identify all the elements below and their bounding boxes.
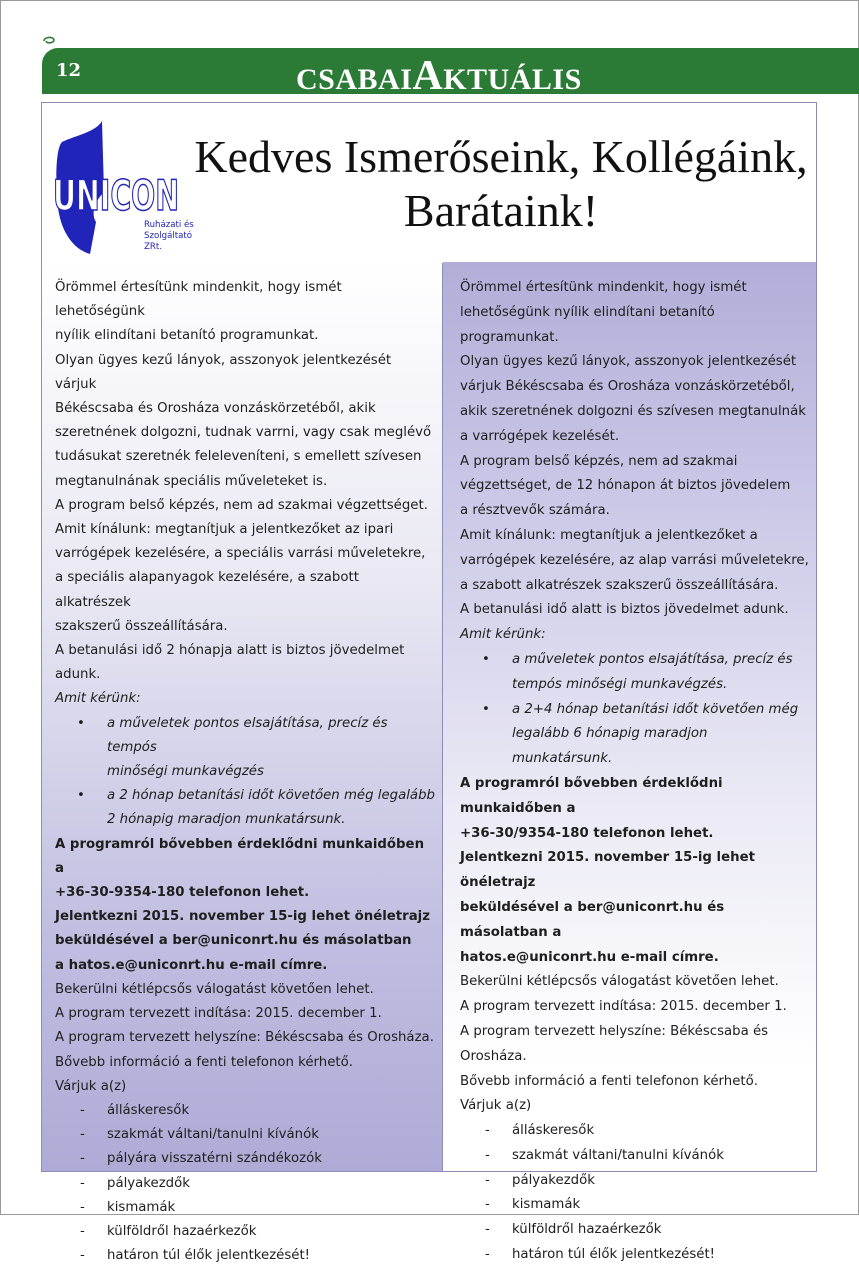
- bullet-icon: •: [77, 715, 85, 731]
- bullet-icon: •: [77, 788, 85, 804]
- title-line-2: Barátaink!: [403, 185, 599, 236]
- intro-paragraph: Örömmel értesítünk mindenkit, hogy ismét lehetőségünk nyílik elindítani betanító programunkat.: [55, 280, 342, 344]
- list-item: - álláskeresők: [80, 1102, 190, 1118]
- list-item-text: pályára visszatérni szándékozók: [107, 1151, 322, 1167]
- list-item-text: szakmát váltani/tanulni kívánók: [512, 1147, 724, 1163]
- start-date-paragraph: A program tervezett indítása: 2015. december 1.: [460, 999, 787, 1015]
- bullet-icon: •: [482, 651, 490, 667]
- right-column: [460, 276, 810, 1268]
- more-info-paragraph: Bővebb információ a fenti telefonon kérhető.: [460, 1073, 758, 1089]
- list-item: - álláskeresők: [485, 1123, 595, 1139]
- application-info: Jelentkezni 2015. november 15-ig lehet önéletrajz beküldésével a ber@uniconrt.hu és másolatban a hatos.e@uniconrt.hu e-mail címre.: [55, 909, 430, 973]
- list-item: - pályakezdők: [485, 1172, 595, 1188]
- offer-paragraph: Amit kínálunk: megtanítjuk a jelentkezőket a varrógépek kezelésére, az alap varrási műveletekre, a szabott alkatrészek szakszerű összeállítására.: [460, 527, 809, 593]
- logo-tagline-3: ZRt.: [144, 242, 162, 252]
- list-item-text: kismamák: [512, 1197, 581, 1213]
- welcome-paragraph: Várjuk a(z): [55, 1078, 127, 1094]
- bullet-text: a műveletek pontos elsajátítása, precíz és tempós minőségi munkavégzés: [107, 715, 388, 780]
- bullet-item: [460, 648, 810, 698]
- location-paragraph: A program tervezett helyszíne: Békéscsaba és Orosháza.: [460, 1023, 769, 1064]
- training-type-paragraph: A program belső képzés, nem ad szakmai végzettséget, de 12 hónapon át biztos jövedelem a résztvevők számára.: [460, 453, 791, 519]
- logo-tagline-2: Szolgáltató: [144, 231, 192, 241]
- list-item-text: álláskeresők: [512, 1123, 595, 1139]
- list-item-text: pályakezdők: [512, 1172, 595, 1188]
- start-date-paragraph: A program tervezett indítása: 2015. december 1.: [55, 1006, 382, 1022]
- contact-info: A programról bővebben érdeklődni munkaidőben a +36-30/9354-180 telefonon lehet.: [460, 775, 723, 841]
- location-paragraph: A program tervezett helyszíne: Békéscsaba és Orosháza.: [55, 1030, 434, 1046]
- list-item-text: határon túl élők jelentkezését!: [512, 1247, 716, 1263]
- list-item: - pályakezdők: [80, 1175, 190, 1191]
- list-item-text: kismamák: [107, 1199, 176, 1215]
- page-title: [185, 130, 817, 238]
- title-line-1: Kedves Ismerőseink, Kollégáink,: [194, 131, 808, 182]
- swirl-icon: [42, 35, 56, 45]
- bullet-icon: •: [482, 701, 490, 717]
- list-item: - határon túl élők jelentkezését!: [485, 1247, 716, 1263]
- logo-tagline-1: Ruházati és: [144, 220, 194, 230]
- list-item: - szakmát váltani/tanulni kívánók: [80, 1127, 319, 1143]
- left-column: [55, 276, 435, 1268]
- page-number: 12: [56, 60, 82, 81]
- target-audience-paragraph: Olyan ügyes kezű lányok, asszonyok jelentkezését várjuk Békéscsaba és Orosháza vonzáskörzetéből, akik szeretnének dolgozni, tudnak varrni, vagy csak meglévő tudásukat szeretnék feleleveníteni, s emellett szívesen megtanulnának speciális műveleteket is.: [55, 352, 432, 489]
- list-item-text: szakmát váltani/tanulni kívánók: [107, 1127, 319, 1143]
- list-item-text: külföldről hazaérkezők: [107, 1223, 257, 1239]
- masthead-part2: KTUÁLIS: [443, 63, 582, 96]
- list-item: - kismamák: [80, 1199, 176, 1215]
- contact-info: A programról bővebben érdeklődni munkaidőben a +36-30-9354-180 telefonon lehet.: [55, 836, 425, 901]
- bullet-text: a 2+4 hónap betanítási időt követően még legalább 6 hónapig maradjon munkatársunk.: [512, 701, 799, 767]
- bullet-item: [55, 712, 435, 785]
- intro-paragraph: Örömmel értesítünk mindenkit, hogy ismét lehetőségünk nyílik elindítani betanító programunkat.: [460, 280, 747, 345]
- unicon-logo: [52, 118, 194, 258]
- list-item-text: pályakezdők: [107, 1175, 190, 1191]
- application-info: Jelentkezni 2015. november 15-ig lehet önéletrajz beküldésével a ber@uniconrt.hu és másolatban a hatos.e@uniconrt.hu e-mail címre.: [460, 850, 755, 965]
- training-type-paragraph: A program belső képzés, nem ad szakmai végzettséget.: [55, 497, 428, 513]
- logo-brand-text: UNICON: [53, 171, 179, 220]
- list-item-text: külföldről hazaérkezők: [512, 1222, 662, 1238]
- list-item-text: álláskeresők: [107, 1102, 190, 1118]
- offer-paragraph: Amit kínálunk: megtanítjuk a jelentkezőket az ipari varrógépek kezelésére, a speciális varrási műveletekre, a speciális alapanyagok kezelésére, a szabott alkatrészek szakszerű összeállítására.: [55, 522, 426, 634]
- income-paragraph: A betanulási idő 2 hónapja alatt is biztos jövedelmet adunk.: [55, 643, 405, 683]
- masthead-big-letter: A: [412, 53, 444, 99]
- masthead-part1: CSABAI: [296, 63, 413, 96]
- masthead: [296, 52, 582, 100]
- target-audience-paragraph: Olyan ügyes kezű lányok, asszonyok jelentkezését várjuk Békéscsaba és Orosháza vonzáskörzetéből, akik szeretnének dolgozni és szívesen megtanulnák a varrógépek kezelését.: [460, 354, 806, 444]
- bullet-text: a műveletek pontos elsajátítása, precíz és tempós minőségi munkavégzés.: [512, 651, 793, 692]
- requirements-heading: Amit kérünk:: [460, 627, 546, 643]
- selection-paragraph: Bekerülni kétlépcsős válogatást követően lehet.: [55, 981, 374, 997]
- list-item: - külföldről hazaérkezők: [485, 1222, 662, 1238]
- more-info-paragraph: Bővebb információ a fenti telefonon kérhető.: [55, 1054, 353, 1070]
- selection-paragraph: Bekerülni kétlépcsős válogatást követően lehet.: [460, 974, 779, 990]
- income-paragraph: A betanulási idő alatt is biztos jövedelmet adunk.: [460, 602, 789, 618]
- list-item: - pályára visszatérni szándékozók: [80, 1151, 322, 1167]
- requirements-heading: Amit kérünk:: [55, 691, 141, 707]
- list-item: - szakmát váltani/tanulni kívánók: [485, 1147, 724, 1163]
- bullet-text: a 2 hónap betanítási időt követően még legalább 2 hónapig maradjon munkatársunk.: [107, 788, 435, 828]
- list-item: - kismamák: [485, 1197, 581, 1213]
- list-item: - külföldről hazaérkezők: [80, 1223, 257, 1239]
- list-item-text: határon túl élők jelentkezését!: [107, 1248, 311, 1264]
- bullet-item: [460, 698, 810, 772]
- bullet-item: [55, 784, 435, 832]
- welcome-paragraph: Várjuk a(z): [460, 1098, 532, 1114]
- list-item: - határon túl élők jelentkezését!: [80, 1248, 311, 1264]
